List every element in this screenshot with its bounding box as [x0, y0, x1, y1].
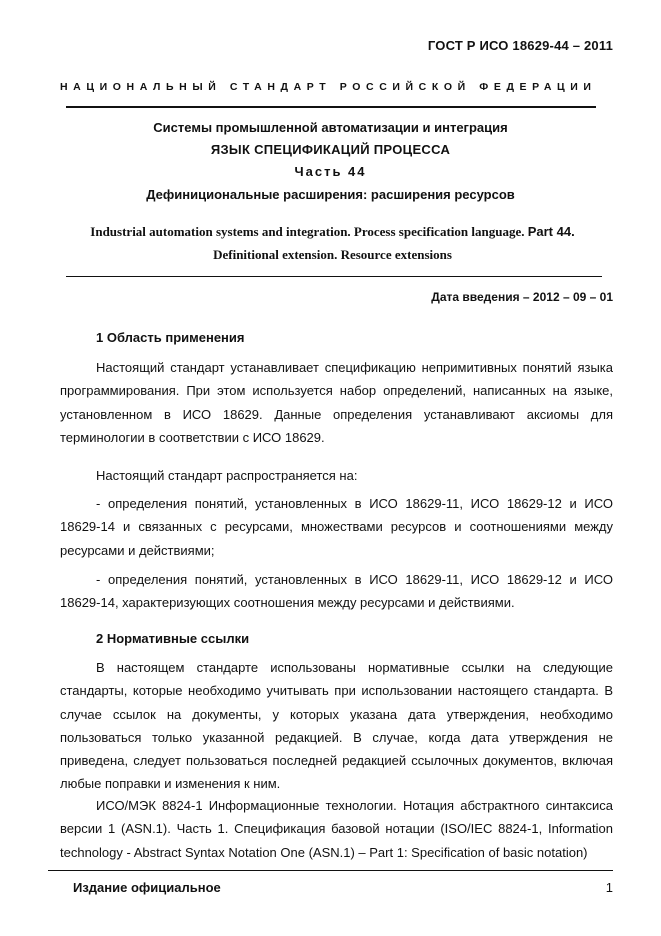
english-title-part: Part 44. [527, 224, 575, 239]
section-1-list-item-2: - определения понятий, установленных в ИСО 18629-11, ИСО 18629-12 и ИСО 18629-14, характеризующих соотношения между ресурсами и действиями. [60, 572, 613, 611]
title-line-1: Системы промышленной автоматизации и интеграция [153, 120, 508, 135]
section-2-paragraph-1: В настоящем стандарте использованы нормативные ссылки на следующие стандарты, которые необходимо учитывать при использовании настоящего стандарта. В случае ссылок на документы, у которых указана дата утверждения, необходимо пользоваться только указанной редакцией. В случае, когда дата утверждения не приведена, следует пользоваться последней редакцией ссылочных документов, включая любые поправки и изменения к ним. [60, 660, 613, 792]
footer-divider [48, 870, 613, 871]
english-title-line-2: Definitional extension. Resource extensions [213, 247, 452, 262]
introduction-date: Дата введения – 2012 – 09 – 01 [431, 290, 613, 304]
title-line-2: ЯЗЫК СПЕЦИФИКАЦИЙ ПРОЦЕССА [210, 142, 451, 157]
page-number: 1 [605, 880, 613, 895]
english-title-line-1 [60, 224, 605, 240]
english-title-text: Industrial automation systems and integration. Process specification language. [90, 224, 525, 239]
header-divider [66, 106, 596, 108]
section-1-list-item-1: - определения понятий, установленных в ИСО 18629-11, ИСО 18629-12 и ИСО 18629-14 и связанных с ресурсами, множествами ресурсов и соотношениями между ресурсами и действиями; [60, 496, 613, 558]
section-1-heading: 1 Область применения [96, 330, 245, 345]
national-standard-banner: НАЦИОНАЛЬНЫЙ СТАНДАРТ РОССИЙСКОЙ ФЕДЕРАЦИИ [60, 81, 597, 93]
section-1-paragraph-1: Настоящий стандарт устанавливает спецификацию непримитивных понятий языка программирования. При этом используется набор определений, написанных на языке, установленном в ИСО 18629. Данные определения устанавливают аксиомы для терминологии в соответствии с ИСО 18629. [60, 360, 613, 445]
title-divider [66, 276, 602, 277]
document-code: ГОСТ Р ИСО 18629-44 – 2011 [427, 38, 613, 53]
section-1-paragraph-2: Настоящий стандарт распространяется на: [96, 468, 358, 483]
edition-label: Издание официальное [73, 880, 221, 895]
title-part: Часть 44 [294, 164, 367, 179]
section-2-heading: 2 Нормативные ссылки [96, 631, 250, 646]
section-2-paragraph-2: ИСО/МЭК 8824-1 Информационные технологии. Нотация абстрактного синтаксиса версии 1 (ASN.1). Часть 1. Спецификация базовой нотации (ISO/IEC 8824-1, Information technology - Abstract Syntax Notation One (ASN.1) – Part 1: Specification of basic notation) [60, 798, 613, 860]
title-subtitle: Дефинициональные расширения: расширения ресурсов [146, 187, 515, 202]
